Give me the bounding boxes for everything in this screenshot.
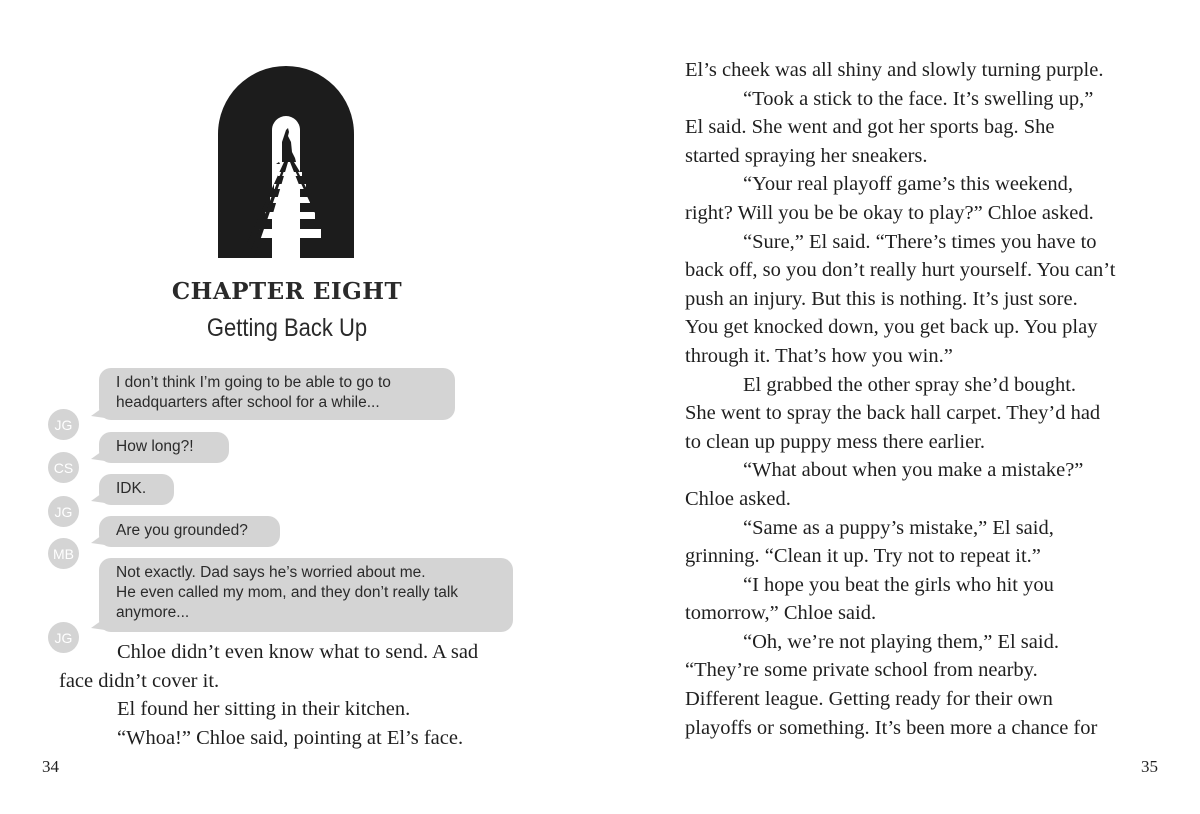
- left-prose: [59, 638, 478, 752]
- prose-line: El found her sitting in their kitchen.: [117, 698, 411, 721]
- prose-line: started spraying her sneakers.: [685, 144, 928, 167]
- tunnel-wolf-illustration: [196, 42, 376, 260]
- chat-line: headquarters after school for a while...: [116, 394, 380, 411]
- avatar: JG: [48, 409, 79, 440]
- prose-line: “Same as a puppy’s mistake,” El said,: [743, 516, 1054, 539]
- prose-line: through it. That’s how you win.”: [685, 344, 953, 367]
- prose-line: “They’re some private school from nearby.: [685, 659, 1038, 682]
- chat-line: Are you grounded?: [116, 522, 248, 539]
- page-number: 34: [42, 757, 59, 776]
- prose-line: “Sure,” El said. “There’s times you have to: [743, 230, 1097, 253]
- chat-line: I don’t think I’m going to be able to go to: [116, 374, 391, 391]
- prose-line: El grabbed the other spray she’d bought.: [743, 373, 1077, 396]
- page-number: 35: [1141, 757, 1158, 776]
- chat-line: He even called my mom, and they don’t really talk: [116, 584, 459, 601]
- prose-line: You get knocked down, you get back up. You play: [685, 316, 1098, 339]
- prose-line: “Your real playoff game’s this weekend,: [743, 173, 1074, 196]
- prose-line: face didn’t cover it.: [59, 669, 220, 692]
- chat-bubble: [99, 432, 229, 463]
- prose-line: right? Will you be be okay to play?” Chloe asked.: [685, 201, 1094, 224]
- prose-line: back off, so you don’t really hurt yourself. You can’t: [685, 259, 1116, 282]
- prose-line: Chloe asked.: [685, 487, 791, 510]
- prose-line: to clean up puppy mess there earlier.: [685, 430, 985, 453]
- chapter-title: Getting Back Up: [206, 314, 368, 342]
- chat-bubble: [99, 368, 455, 420]
- prose-line: “I hope you beat the girls who hit you: [743, 573, 1054, 596]
- prose-line: She went to spray the back hall carpet. They’d had: [685, 402, 1101, 425]
- right-prose: [685, 56, 1115, 742]
- prose-line: “Took a stick to the face. It’s swelling up,”: [743, 87, 1094, 110]
- avatar: CS: [48, 452, 79, 483]
- prose-line: Chloe didn’t even know what to send. A sad: [117, 641, 479, 663]
- prose-line: “Whoa!” Chloe said, pointing at El’s face.: [117, 726, 464, 749]
- chat-line: Not exactly. Dad says he’s worried about me.: [116, 564, 426, 581]
- chat-line: IDK.: [116, 480, 147, 497]
- right-page: [600, 0, 1200, 814]
- prose-line: tomorrow,” Chloe said.: [685, 602, 877, 625]
- avatar: MB: [48, 538, 79, 569]
- prose-line: grinning. “Clean it up. Try not to repeat it.”: [685, 545, 1041, 568]
- avatar: JG: [48, 496, 79, 527]
- prose-line: Different league. Getting ready for their own: [685, 688, 1053, 711]
- avatar: JG: [48, 622, 79, 653]
- chapter-kicker: CHAPTER EIGHT: [171, 278, 403, 305]
- prose-line: push an injury. But this is nothing. It’s just sore.: [685, 287, 1078, 310]
- chat-bubble: [99, 558, 513, 632]
- prose-line: “What about when you make a mistake?”: [743, 459, 1084, 482]
- prose-line: “Oh, we’re not playing them,” El said.: [743, 630, 1059, 653]
- chat-bubble: [99, 474, 174, 505]
- chat-line: How long?!: [116, 438, 194, 455]
- prose-line: playoffs or something. It’s been more a chance for: [685, 716, 1098, 739]
- prose-line: El’s cheek was all shiny and slowly turning purple.: [685, 59, 1104, 81]
- chat-line: anymore...: [116, 604, 190, 621]
- chat-bubble: [99, 516, 280, 547]
- prose-line: El said. She went and got her sports bag. She: [685, 116, 1055, 139]
